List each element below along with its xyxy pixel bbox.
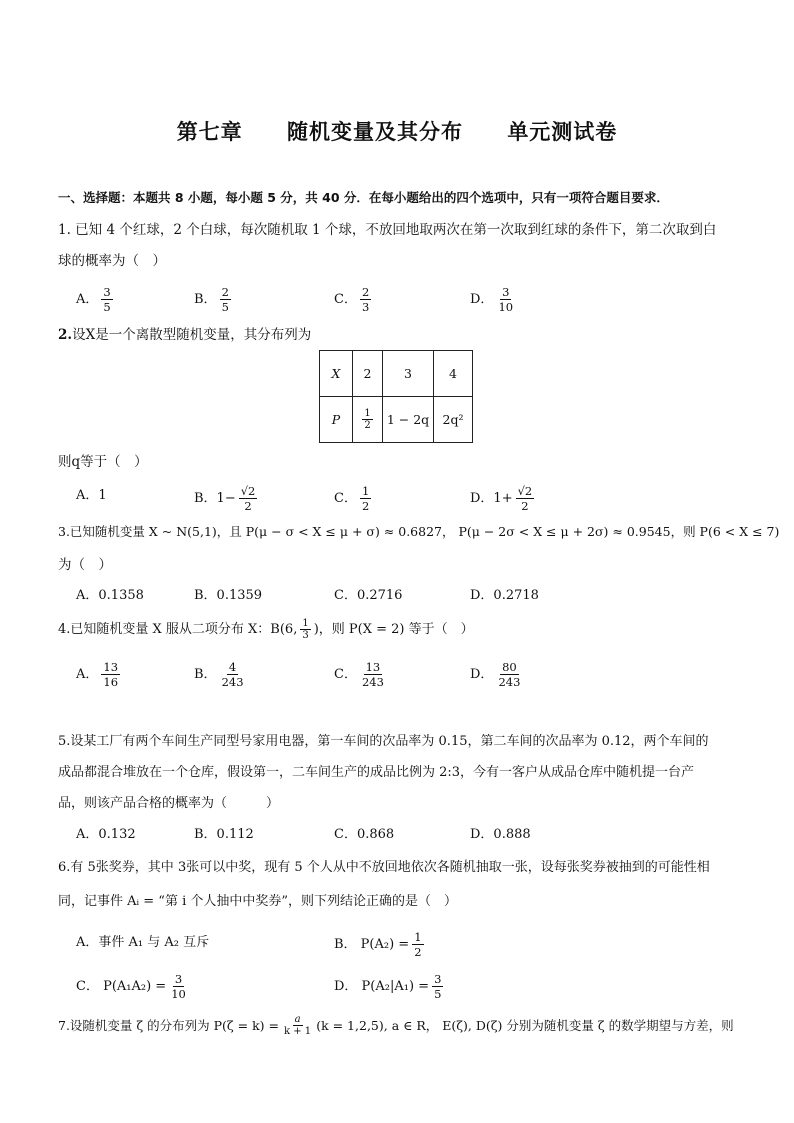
table-cell: 4	[434, 351, 473, 397]
q2-option-b[interactable]: B．1− $\frac{√2}{2}$	[194, 484, 256, 513]
q5-stem-line1: 5.设某工厂有两个车间生产同型号家用电器，第一车间的次品率为 0.15，第二车间的次品率为 0.12，两个车间的	[58, 734, 709, 749]
q3-option-b[interactable]: B．0.1359	[194, 588, 263, 603]
title-topic: 随机变量及其分布	[287, 120, 463, 144]
page-title	[0, 116, 794, 146]
q3-stem-line1: 3.已知随机变量 X ~ N(5,1)，且 P(μ − σ < X ≤ μ + σ) ≈ 0.6827， P(μ − 2σ < X ≤ μ + 2σ) ≈ 0.9545，则 P(6 < X ≤ 7)	[58, 524, 780, 539]
q5-option-b[interactable]: B．0.112	[194, 827, 254, 842]
q5-stem-line3: 品，则该产品合格的概率为（ ）	[58, 796, 280, 811]
q1-option-b[interactable]: B． $\frac{2}{5}$	[194, 285, 229, 314]
q6-stem-line2: 同，记事件 Aᵢ = “第 i 个人抽中中奖券”，则下列结论正确的是（ ）	[58, 894, 458, 909]
q4-option-c[interactable]: C． $\frac{13}{243}$	[334, 660, 384, 689]
q3-option-a[interactable]: A．0.1358	[76, 588, 144, 603]
q5-option-c[interactable]: C．0.868	[334, 827, 395, 842]
q6-option-a[interactable]: A．事件 A₁ 与 A₂ 互斥	[76, 935, 210, 950]
q1-option-d[interactable]: D． $\frac{3}{10}$	[470, 285, 514, 314]
q4-option-a[interactable]: A． $\frac{13}{16}$	[76, 660, 119, 689]
table-cell: 2q²	[434, 397, 473, 443]
q3-option-c[interactable]: C．0.2716	[334, 588, 403, 603]
title-kind: 单元测试卷	[507, 120, 618, 144]
table-cell: 2	[353, 351, 383, 397]
q5-option-d[interactable]: D．0.888	[470, 827, 531, 842]
q1-stem-line2: 球的概率为（ ）	[58, 253, 166, 269]
q2-option-a[interactable]: A．1	[76, 488, 107, 503]
q4-stem: 4.已知随机变量 X 服从二项分布 X：B(6, $\frac{1}{3}$ )，则 P(X = 2) 等于（ ）	[58, 618, 474, 641]
q4-option-b[interactable]: B． $\frac{4}{243}$	[194, 660, 244, 689]
q2-option-c[interactable]: C． $\frac{1}{2}$	[334, 484, 370, 513]
q7-stem: 7.设随机变量 ζ 的分布列为 P(ζ = k) = $\frac{a}{k + 1}$ (k = 1,2,5), a ∈ R， E(ζ), D(ζ) 分别为随机变量 ζ 的数学期望与方差，则	[58, 1014, 734, 1037]
q6-stem-line1: 6.有 5张奖券，其中 3张可以中奖，现有 5 个人从中不放回地依次各随机抽取一张，设每张奖券被抽到的可能性相	[58, 860, 710, 875]
q2-stem: 2.设X是一个离散型随机变量，其分布列为	[58, 327, 312, 343]
table-cell: 1 − 2q	[383, 397, 434, 443]
q3-option-d[interactable]: D．0.2718	[470, 588, 539, 603]
q1-option-c[interactable]: C． $\frac{2}{3}$	[334, 285, 370, 314]
q2-option-d[interactable]: D．1+ $\frac{√2}{2}$	[470, 484, 533, 513]
table-cell: $\frac{1}{2}$	[353, 397, 383, 443]
q2-distribution-table	[319, 350, 473, 443]
table-cell: 3	[383, 351, 434, 397]
q3-stem-line2: 为（ ）	[58, 557, 112, 573]
title-chapter: 第七章	[176, 120, 243, 144]
section-heading: 一、选择题：本题共 8 小题，每小题 5 分，共 40 分．在每小题给出的四个选项中，只有一项符合题目要求．	[58, 190, 669, 205]
q6-option-c[interactable]: C． P(A₁A₂) = $\frac{3}{10}$	[76, 972, 186, 1001]
q6-option-d[interactable]: D． P(A₂|A₁) = $\frac{3}{5}$	[334, 972, 442, 1001]
q5-stem-line2: 成品都混合堆放在一个仓库，假设第一，二车间生产的成品比例为 2:3，今有一客户从成品仓库中随机提一台产	[58, 765, 695, 780]
table-cell: P	[320, 397, 353, 443]
q1-option-a[interactable]: A． $\frac{3}{5}$	[76, 285, 111, 314]
q5-option-a[interactable]: A．0.132	[76, 827, 136, 842]
table-cell: X	[320, 351, 353, 397]
q4-option-d[interactable]: D． $\frac{80}{243}$	[470, 660, 521, 689]
q2-ask: 则q等于（ ）	[58, 454, 148, 470]
q6-option-b[interactable]: B． P(A₂) = $\frac{1}{2}$	[334, 930, 422, 959]
q1-stem-line1: 1. 已知 4 个红球，2 个白球，每次随机取 1 个球，不放回地取两次在第一次取到红球的条件下，第二次取到白	[58, 222, 717, 238]
